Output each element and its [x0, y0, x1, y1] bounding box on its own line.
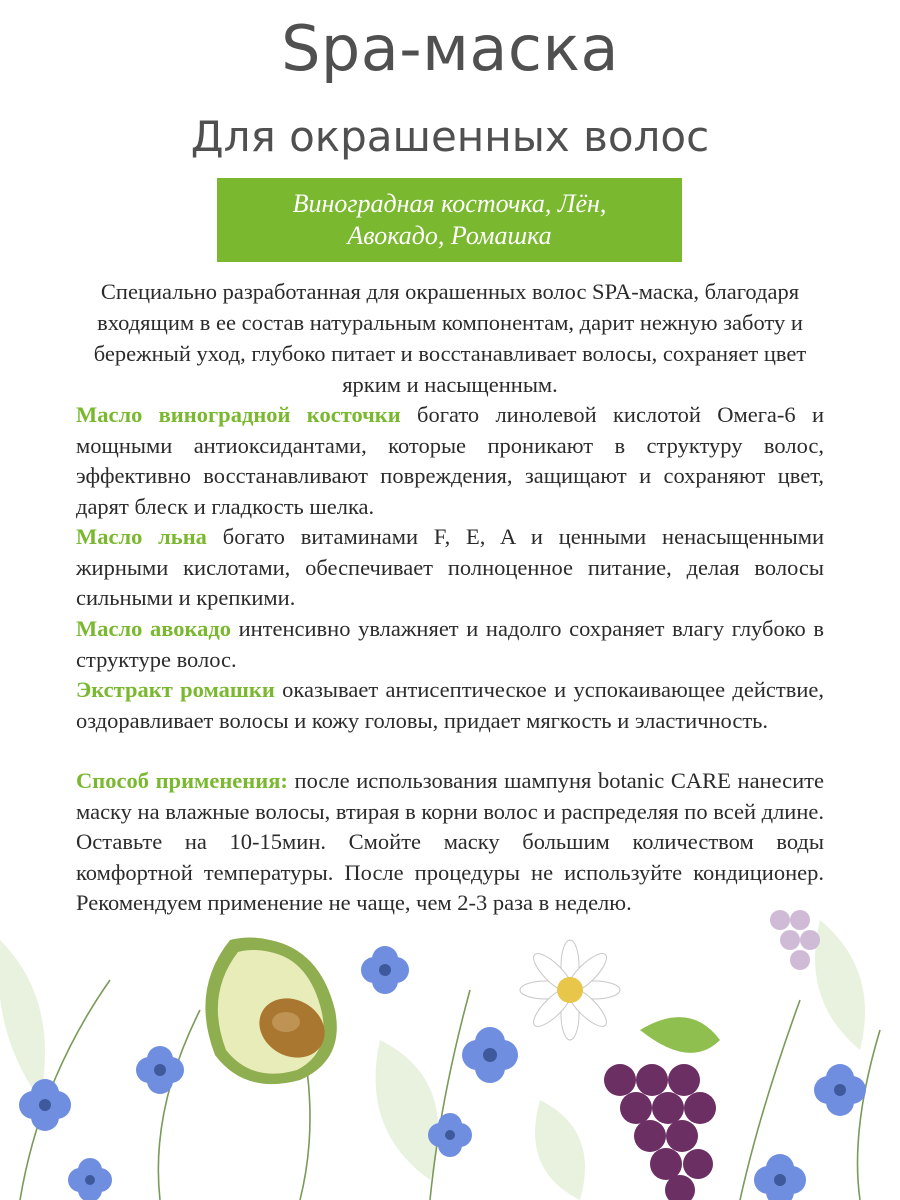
ingredient-description: богато линолевой кислотой Омега-6 и мощными антиоксидантами, которые проникают в структуру волос, эффективно восстанавливают повреждения, защищают и сохраняют цвет, дарят блеск и гладкость шелка.: [76, 402, 824, 519]
flax-flower-icon: [19, 946, 866, 1200]
ingredients-banner: [217, 178, 682, 262]
banner-line-1: Виноградная косточка, Лён,: [292, 189, 607, 218]
chamomile-icon: [520, 940, 620, 1040]
avocado-icon: [205, 938, 336, 1085]
page-subtitle: Для окрашенных волос: [190, 112, 710, 161]
intro-text: Специально разработанная для окрашенных волос SPA-маска, благодаря входящим в ее состав натуральным компонентам, дарит нежную заботу и бережный уход, глубоко питает и восстанавливает волосы, сохраняет цвет ярким и насыщенным.: [93, 279, 807, 397]
ingredient-name: Экстракт ромашки: [76, 677, 275, 702]
ingredient-description: интенсивно увлажняет и надолго сохраняет влагу глубоко в структуре волос.: [76, 616, 824, 672]
ingredient-flax: [76, 522, 824, 614]
ingredient-grape-seed: [76, 400, 824, 522]
ingredient-description: богато витаминами F, E, A и ценными ненасыщенными жирными кислотами, обеспечивает полноценное питание, делая волосы сильными и крепкими.: [76, 524, 824, 610]
ingredient-description: оказывает антисептическое и успокаивающее действие, оздоравливает волосы и кожу головы, придает мягкость и эластичность.: [76, 677, 825, 733]
banner-line-2: Авокадо, Ромашка: [347, 221, 552, 250]
botanical-illustration: [0, 880, 900, 1200]
ingredient-chamomile: [76, 675, 824, 736]
usage-label: Способ применения:: [76, 768, 288, 793]
ingredient-name: Масло авокадо: [76, 616, 231, 641]
ingredient-name: Масло виноградной косточки: [76, 402, 401, 427]
page-title: Spa-маска: [281, 12, 619, 85]
usage-text: после использования шампуня botanic CARE нанесите маску на влажные волосы, втирая в корни волос и распределяя по всей длине. Оставьте на 10-15мин. Смойте маску большим количеством воды комфортной температуры. После процедуры не используйте кондиционер. Рекомендуем применение не чаще, чем 2-3 раза в неделю.: [76, 768, 824, 915]
ingredient-avocado: [76, 614, 824, 675]
ingredient-name: Масло льна: [76, 524, 207, 549]
leaf-icon: [0, 920, 865, 1200]
